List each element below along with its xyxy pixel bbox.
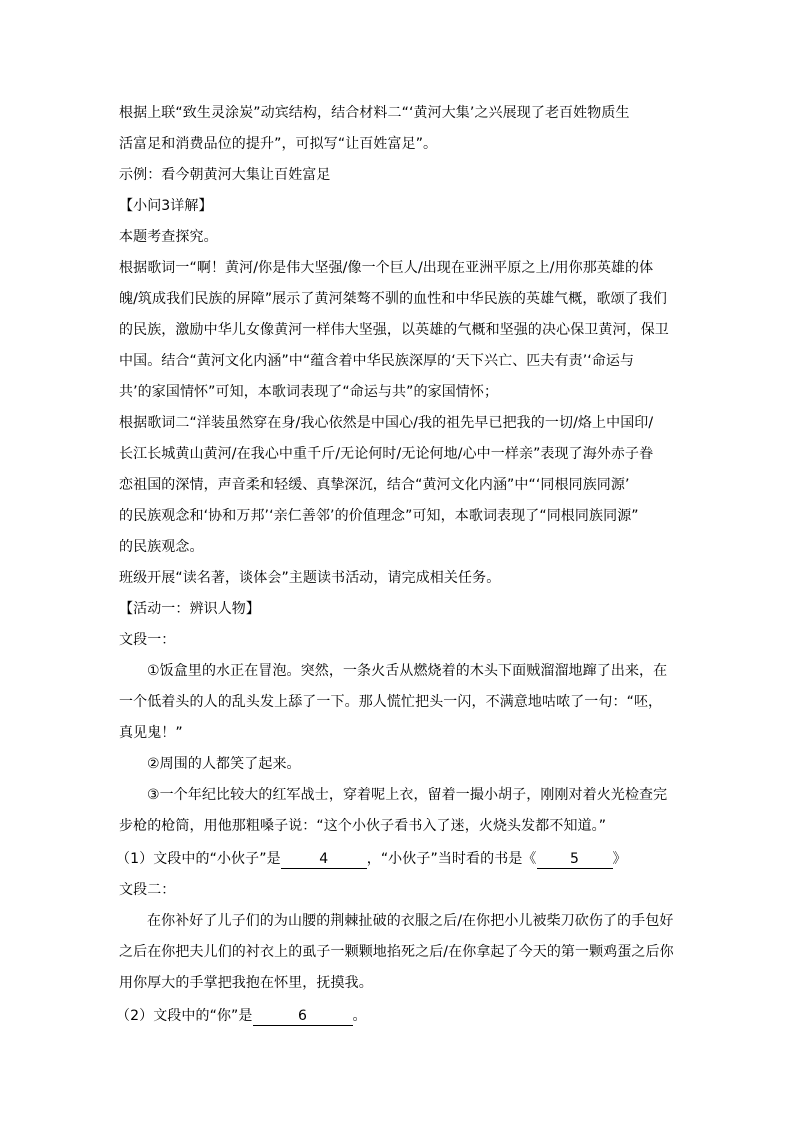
passage-line: 步枪的枪筒，用他那粗嗓子说：“这个小伙子看书入了迷，火烧头发都不知道。” — [119, 818, 607, 834]
text-line: 活富足和消费品位的提升”，可拟写“让百姓富足”。 — [119, 136, 438, 152]
section-heading: 【小问3详解】 — [119, 198, 213, 214]
text-line: 根据上联“致生灵涂炭”动宾结构，结合材料二“‘黄河大集’之兴展现了老百姓物质生 — [119, 105, 630, 121]
question-text: 。 — [352, 1008, 367, 1024]
question-text: ，“小伙子”当时看的书是《 — [366, 851, 537, 867]
text-line: 班级开展“读名著，谈体会”主题读书活动，请完成相关任务。 — [119, 570, 501, 586]
text-line: 魄/筑成我们民族的屏障”展示了黄河桀骜不驯的血性和中华民族的英雄气概，歌颂了我们 — [119, 291, 667, 307]
question-text: （2）文段中的“你”是 — [116, 1008, 253, 1024]
text-line: 的民族，激励中华儿女像黄河一样伟大坚强，以英雄的气概和坚强的决心保卫黄河，保卫 — [119, 322, 669, 338]
text-line: 共’的家国情怀”可知，本歌词表现了“命运与共”的家国情怀； — [119, 384, 499, 400]
text-line: 恋祖国的深情，声音柔和轻缓、真挚深沉，结合“黄河文化内涵”中“‘同根同族同源’ — [119, 477, 630, 493]
text-line: 示例：看今朝黄河大集让百姓富足 — [119, 167, 331, 183]
answer-blank-4[interactable]: 4 — [281, 850, 367, 869]
passage-label: 文段一： — [119, 632, 176, 648]
text-line: 根据歌词一“啊！黄河/你是伟大坚强/像一个巨人/出现在亚洲平原之上/用你那英雄的体 — [119, 260, 654, 276]
section-heading: 【活动一：辨识人物】 — [119, 601, 260, 617]
text-line: 根据歌词二“洋装虽然穿在身/我心依然是中国心/我的祖先早已把我的一切/烙上中国印/ — [119, 415, 654, 431]
question-text: 》 — [612, 851, 627, 867]
text-line: 的民族观念。 — [119, 539, 204, 555]
text-line: 中国。结合“黄河文化内涵”中“蕴含着中华民族深厚的‘天下兴亡、匹夫有责’‘命运与 — [119, 353, 635, 369]
passage-line: ②周围的人都笑了起来。 — [147, 756, 301, 772]
answer-blank-6[interactable]: 6 — [253, 1007, 353, 1026]
question-2 — [116, 1006, 367, 1026]
passage-line: ③一个年纪比较大的红军战士，穿着呢上衣，留着一撮小胡子，刚刚对着火光检查完 — [147, 787, 668, 803]
passage-line: 在你补好了儿子们的为山腰的荆棘扯破的衣服之后/在你把小儿被柴刀砍伤了的手包好 — [147, 913, 674, 929]
passage-line: 用你厚大的手掌把我抱在怀里，抚摸我。 — [119, 975, 373, 991]
question-text: （1）文段中的“小伙子”是 — [116, 851, 281, 867]
text-line: 长江长城黄山黄河/在我心中重千斤/无论何时/无论何地/心中一样亲”表现了海外赤子眷 — [119, 446, 654, 462]
passage-label: 文段二： — [119, 882, 176, 898]
text-line: 本题考查探究。 — [119, 229, 218, 245]
passage-line: 一个低着头的人的乱头发上舔了一下。那人慌忙把头一闪，不满意地咕哝了一句：“呸， — [119, 694, 663, 710]
passage-line: 真见鬼！” — [119, 725, 183, 741]
text-line: 的民族观念和‘协和万邦’‘亲仁善邻’的价值理念”可知，本歌词表现了“同根同族同源” — [119, 508, 639, 524]
question-1 — [116, 849, 627, 869]
answer-blank-5[interactable]: 5 — [537, 850, 613, 869]
passage-line: ①饭盒里的水正在冒泡。突然，一条火舌从燃烧着的木头下面贼溜溜地蹿了出来，在 — [147, 663, 668, 679]
passage-line: 之后在你把夫儿们的衬衣上的虱子一颗颗地掐死之后/在你拿起了今天的第一颗鸡蛋之后你 — [119, 944, 674, 960]
